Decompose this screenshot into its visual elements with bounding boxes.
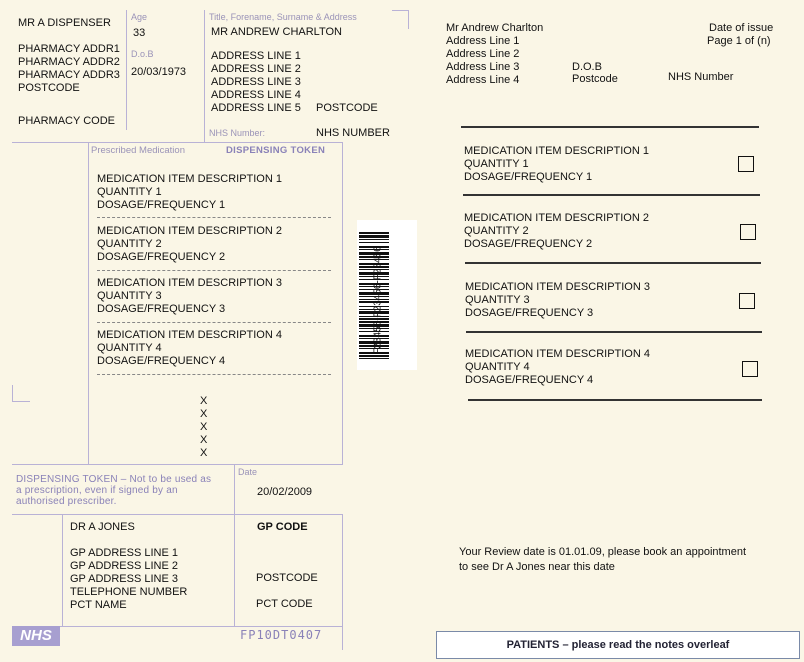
review-notice xyxy=(459,545,746,575)
right-dob-label: D.O.B xyxy=(572,61,602,73)
right-medication-dosage: DOSAGE/FREQUENCY 2 xyxy=(464,238,593,250)
barcode xyxy=(357,220,417,370)
date-label: Date xyxy=(238,467,258,477)
age-label: Age xyxy=(131,12,148,22)
form-code: FP10DT0407 xyxy=(240,628,323,642)
medication-item xyxy=(97,277,282,316)
patient-name: MR ANDREW CHARLTON xyxy=(211,26,342,38)
patient-address xyxy=(211,50,301,115)
right-address-line: Address Line 2 xyxy=(446,48,520,60)
pct-name: PCT NAME xyxy=(70,599,127,611)
gp-code: GP CODE xyxy=(257,521,308,533)
dispensing-token-heading: DISPENSING TOKEN xyxy=(226,145,326,156)
token-warning-line: DISPENSING TOKEN – Not to be used as xyxy=(16,474,212,485)
patient-address-line: ADDRESS LINE 1 xyxy=(211,50,301,62)
dob-label: D.o.B xyxy=(131,49,154,59)
right-divider xyxy=(468,399,762,401)
name-address-label: Title, Forename, Surname & Address xyxy=(209,12,357,22)
patient-address-line: ADDRESS LINE 4 xyxy=(211,89,301,101)
right-divider xyxy=(463,194,760,196)
gp-telephone: TELEPHONE NUMBER xyxy=(70,586,188,598)
gp-name: DR A JONES xyxy=(70,521,135,533)
right-medication-description: MEDICATION ITEM DESCRIPTION 3 xyxy=(465,281,650,293)
barcode-text: F23456-F23456-F23456 xyxy=(372,246,384,355)
gp-address xyxy=(70,547,187,612)
token-warning-line: authorised prescriber. xyxy=(16,496,117,507)
item-divider xyxy=(97,217,331,218)
medication-description: MEDICATION ITEM DESCRIPTION 1 xyxy=(97,173,282,185)
cancellation-marks xyxy=(200,395,207,460)
item-checkbox[interactable] xyxy=(738,156,754,172)
right-nhs-number: NHS Number xyxy=(668,71,734,83)
medication-item xyxy=(97,329,282,368)
right-patient-name: Mr Andrew Charlton xyxy=(446,22,544,34)
medication-item xyxy=(97,173,282,212)
right-patient-address xyxy=(446,22,543,87)
pharmacy-address-line: PHARMACY ADDR1 xyxy=(18,43,120,55)
gp-address-line: GP ADDRESS LINE 1 xyxy=(70,547,179,559)
pharmacy-address-line: PHARMACY ADDR2 xyxy=(18,56,120,68)
right-divider xyxy=(465,262,761,264)
item-divider xyxy=(97,270,331,271)
x-mark: X xyxy=(200,447,208,459)
patient-address-line: ADDRESS LINE 5 xyxy=(211,102,301,114)
pharmacy-name: MR A DISPENSER xyxy=(18,17,111,29)
item-checkbox[interactable] xyxy=(742,361,758,377)
x-mark: X xyxy=(200,434,208,446)
item-checkbox[interactable] xyxy=(739,293,755,309)
review-line: to see Dr A Jones near this date xyxy=(459,561,615,573)
right-medication-quantity: QUANTITY 3 xyxy=(465,294,530,306)
medication-dosage: DOSAGE/FREQUENCY 3 xyxy=(97,303,226,315)
medication-quantity: QUANTITY 2 xyxy=(97,238,162,250)
gp-address-line: GP ADDRESS LINE 3 xyxy=(70,573,179,585)
patient-notes-banner: PATIENTS – please read the notes overleaf xyxy=(436,631,800,659)
page-count: Page 1 of (n) xyxy=(707,35,771,47)
right-medication-dosage: DOSAGE/FREQUENCY 4 xyxy=(465,374,594,386)
medication-description: MEDICATION ITEM DESCRIPTION 3 xyxy=(97,277,282,289)
right-divider xyxy=(466,331,762,333)
right-medication-item xyxy=(465,348,650,387)
patient-postcode: POSTCODE xyxy=(316,102,378,114)
medication-dosage: DOSAGE/FREQUENCY 1 xyxy=(97,199,226,211)
prescribed-medication-label: Prescribed Medication xyxy=(91,145,185,156)
pharmacy-postcode: POSTCODE xyxy=(18,82,80,94)
item-divider xyxy=(97,374,331,375)
right-medication-item xyxy=(465,281,650,320)
nhs-number-label: NHS Number: xyxy=(209,128,266,138)
right-medication-dosage: DOSAGE/FREQUENCY 3 xyxy=(465,307,594,319)
medication-quantity: QUANTITY 4 xyxy=(97,342,162,354)
right-medication-quantity: QUANTITY 2 xyxy=(464,225,529,237)
token-warning xyxy=(16,474,211,507)
medication-description: MEDICATION ITEM DESCRIPTION 2 xyxy=(97,225,282,237)
item-checkbox[interactable] xyxy=(740,224,756,240)
patient-address-line: ADDRESS LINE 3 xyxy=(211,76,301,88)
medication-dosage: DOSAGE/FREQUENCY 4 xyxy=(97,355,226,367)
pharmacy-address xyxy=(18,43,120,95)
pharmacy-code: PHARMACY CODE xyxy=(18,115,115,127)
x-mark: X xyxy=(200,408,208,420)
gp-postcode: POSTCODE xyxy=(256,572,318,584)
right-medication-quantity: QUANTITY 1 xyxy=(464,158,529,170)
medication-quantity: QUANTITY 3 xyxy=(97,290,162,302)
barcode-bars xyxy=(357,220,417,370)
right-medication-item xyxy=(464,145,649,184)
medication-dosage: DOSAGE/FREQUENCY 2 xyxy=(97,251,226,263)
patient-address-line: ADDRESS LINE 2 xyxy=(211,63,301,75)
right-address-line: Address Line 1 xyxy=(446,35,520,47)
token-warning-line: a prescription, even if signed by an xyxy=(16,485,178,496)
right-medication-description: MEDICATION ITEM DESCRIPTION 4 xyxy=(465,348,650,360)
dob-value: 20/03/1973 xyxy=(131,66,187,78)
medication-item xyxy=(97,225,282,264)
gp-address-line: GP ADDRESS LINE 2 xyxy=(70,560,179,572)
right-medication-description: MEDICATION ITEM DESCRIPTION 1 xyxy=(464,145,649,157)
x-mark: X xyxy=(200,421,208,433)
right-divider xyxy=(461,126,759,128)
age-value: 33 xyxy=(133,27,146,39)
date-value: 20/02/2009 xyxy=(257,486,313,498)
right-address-line: Address Line 4 xyxy=(446,74,520,86)
right-postcode: Postcode xyxy=(572,73,618,85)
item-divider xyxy=(97,322,331,323)
date-of-issue: Date of issue xyxy=(709,22,774,34)
nhs-logo: NHS xyxy=(12,626,60,646)
medication-quantity: QUANTITY 1 xyxy=(97,186,162,198)
right-medication-quantity: QUANTITY 4 xyxy=(465,361,530,373)
right-address-line: Address Line 3 xyxy=(446,61,520,73)
medication-description: MEDICATION ITEM DESCRIPTION 4 xyxy=(97,329,282,341)
review-line: Your Review date is 01.01.09, please book an appointment xyxy=(459,546,747,558)
pct-code: PCT CODE xyxy=(256,598,313,610)
pharmacy-address-line: PHARMACY ADDR3 xyxy=(18,69,120,81)
right-medication-description: MEDICATION ITEM DESCRIPTION 2 xyxy=(464,212,649,224)
nhs-number-value: NHS NUMBER xyxy=(316,127,390,139)
x-mark: X xyxy=(200,395,208,407)
right-medication-item xyxy=(464,212,649,251)
right-medication-dosage: DOSAGE/FREQUENCY 1 xyxy=(464,171,593,183)
